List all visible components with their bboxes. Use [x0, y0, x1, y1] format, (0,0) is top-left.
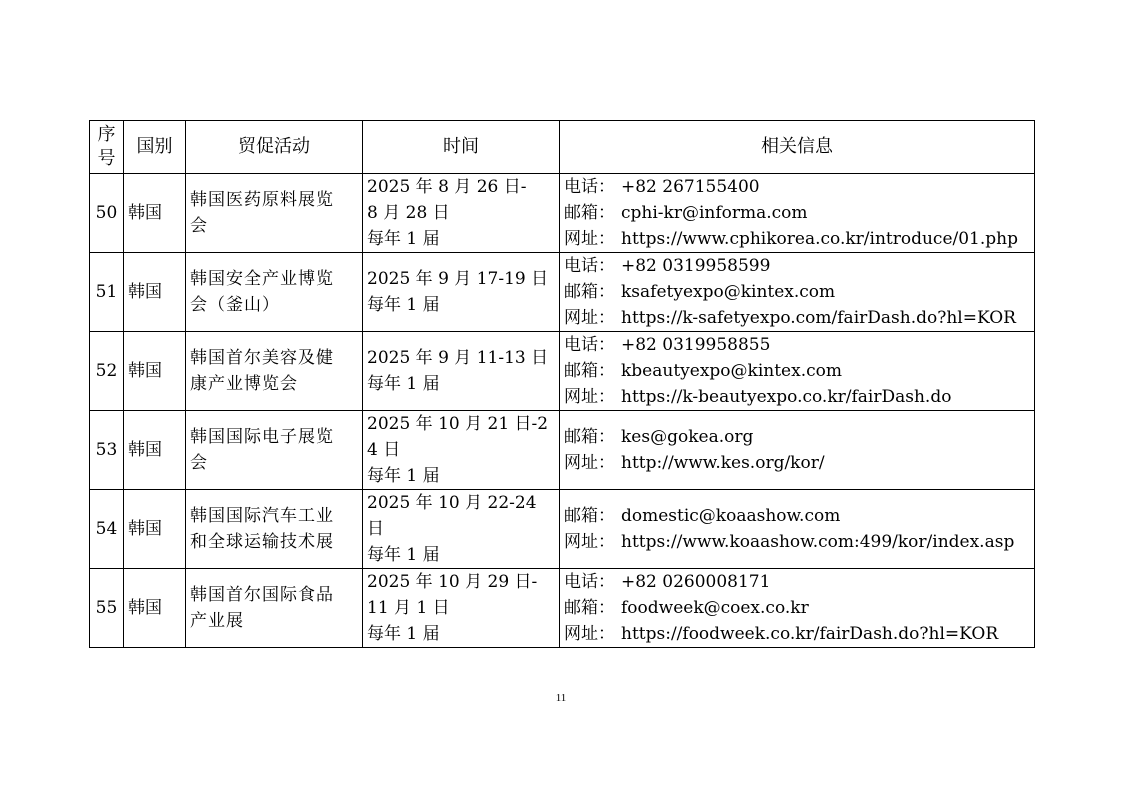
- table-body: [90, 174, 1035, 648]
- page-number: 11: [555, 692, 567, 704]
- cell-country: 韩国: [124, 253, 186, 332]
- header-time: 时间: [363, 121, 560, 174]
- time-line: 2025 年 8 月 26 日-: [367, 177, 527, 197]
- table-row: [90, 332, 1035, 411]
- contact-info-value: https://k-beautyexpo.co.kr/fairDash.do: [621, 387, 952, 407]
- time-line: 8 月 28 日: [367, 203, 450, 223]
- activity-name-line: 康产业博览会: [190, 374, 298, 394]
- contact-info-label: 电话：: [564, 335, 615, 355]
- time-line: 2025 年 10 月 21 日-2: [367, 414, 549, 434]
- contact-info-value: kbeautyexpo@kintex.com: [621, 361, 842, 381]
- contact-info-label: 邮箱：: [564, 282, 615, 302]
- contact-info-line: [564, 200, 1030, 226]
- cell-time: [363, 174, 560, 253]
- contact-info-label: 网址：: [564, 532, 615, 552]
- contact-info-label: 邮箱：: [564, 427, 615, 447]
- contact-info-line: [564, 332, 1030, 358]
- contact-info-value: +82 0260008171: [621, 572, 771, 592]
- header-serial-line1: 序: [97, 124, 116, 145]
- contact-info-line: [564, 226, 1030, 252]
- cell-country: 韩国: [124, 411, 186, 490]
- contact-info-label: 邮箱：: [564, 506, 615, 526]
- activity-name-line: 韩国安全产业博览: [190, 269, 334, 289]
- contact-info-line: [564, 424, 1030, 450]
- table-row: [90, 174, 1035, 253]
- cell-serial-number: 51: [90, 253, 124, 332]
- contact-info-value: https://www.koaashow.com:499/kor/index.asp: [621, 532, 1015, 552]
- contact-info-value: ksafetyexpo@kintex.com: [621, 282, 836, 302]
- time-line: 2025 年 9 月 11-13 日: [367, 348, 549, 368]
- contact-info-line: [564, 358, 1030, 384]
- cell-country: 韩国: [124, 569, 186, 648]
- contact-info-line: [564, 503, 1030, 529]
- cell-activity-name: [186, 411, 363, 490]
- contact-info-value: +82 0319958599: [621, 256, 771, 276]
- cell-serial-number: 54: [90, 490, 124, 569]
- contact-info-value: https://k-safetyexpo.com/fairDash.do?hl=KOR: [621, 308, 1016, 328]
- contact-info-line: [564, 569, 1030, 595]
- contact-info-line: [564, 253, 1030, 279]
- table-row: [90, 411, 1035, 490]
- contact-info-line: [564, 450, 1030, 476]
- cell-country: 韩国: [124, 174, 186, 253]
- cell-contact-info: [560, 569, 1035, 648]
- time-line: 11 月 1 日: [367, 598, 450, 618]
- cell-serial-number: 55: [90, 569, 124, 648]
- time-line: 每年 1 届: [367, 624, 440, 644]
- cell-contact-info: [560, 253, 1035, 332]
- activity-name-line: 韩国国际电子展览: [190, 427, 334, 447]
- contact-info-label: 邮箱：: [564, 598, 615, 618]
- contact-info-value: +82 0319958855: [621, 335, 771, 355]
- activity-name-line: 会: [190, 216, 208, 236]
- contact-info-label: 网址：: [564, 308, 615, 328]
- time-line: 2025 年 10 月 29 日-: [367, 572, 538, 592]
- contact-info-line: [564, 621, 1030, 647]
- contact-info-label: 邮箱：: [564, 203, 615, 223]
- time-line: 每年 1 届: [367, 229, 440, 249]
- cell-contact-info: [560, 332, 1035, 411]
- contact-info-value: +82 267155400: [621, 177, 760, 197]
- cell-contact-info: [560, 411, 1035, 490]
- cell-contact-info: [560, 490, 1035, 569]
- header-country: 国别: [124, 121, 186, 174]
- time-line: 2025 年 9 月 17-19 日: [367, 269, 549, 289]
- contact-info-value: cphi-kr@informa.com: [621, 203, 808, 223]
- header-serial-number: [90, 121, 124, 174]
- cell-time: [363, 569, 560, 648]
- cell-time: [363, 332, 560, 411]
- trade-promotion-table: [89, 120, 1035, 648]
- cell-serial-number: 50: [90, 174, 124, 253]
- time-line: 4 日: [367, 440, 401, 460]
- contact-info-value: https://www.cphikorea.co.kr/introduce/01.php: [621, 229, 1018, 249]
- time-line: 2025 年 10 月 22-24: [367, 493, 537, 513]
- cell-serial-number: 53: [90, 411, 124, 490]
- time-line: 每年 1 届: [367, 295, 440, 315]
- contact-info-label: 网址：: [564, 453, 615, 473]
- contact-info-line: [564, 279, 1030, 305]
- header-info: 相关信息: [560, 121, 1035, 174]
- cell-contact-info: [560, 174, 1035, 253]
- contact-info-label: 电话：: [564, 177, 615, 197]
- contact-info-line: [564, 529, 1030, 555]
- activity-name-line: 韩国医药原料展览: [190, 190, 334, 210]
- table-row: [90, 490, 1035, 569]
- cell-time: [363, 411, 560, 490]
- contact-info-label: 电话：: [564, 572, 615, 592]
- time-line: 日: [367, 519, 384, 539]
- contact-info-value: http://www.kes.org/kor/: [621, 453, 825, 473]
- time-line: 每年 1 届: [367, 466, 440, 486]
- activity-name-line: 韩国国际汽车工业: [190, 506, 334, 526]
- activity-name-line: 产业展: [190, 611, 244, 631]
- activity-name-line: 和全球运输技术展: [190, 532, 334, 552]
- cell-time: [363, 253, 560, 332]
- contact-info-label: 电话：: [564, 256, 615, 276]
- contact-info-value: foodweek@coex.co.kr: [621, 598, 809, 618]
- cell-country: 韩国: [124, 332, 186, 411]
- cell-country: 韩国: [124, 490, 186, 569]
- contact-info-line: [564, 174, 1030, 200]
- activity-name-line: 韩国首尔美容及健: [190, 348, 334, 368]
- activity-name-line: 会: [190, 453, 208, 473]
- header-activity: 贸促活动: [186, 121, 363, 174]
- table-row: [90, 569, 1035, 648]
- time-line: 每年 1 届: [367, 374, 440, 394]
- contact-info-line: [564, 595, 1030, 621]
- activity-name-line: 韩国首尔国际食品: [190, 585, 334, 605]
- contact-info-value: https://foodweek.co.kr/fairDash.do?hl=KOR: [621, 624, 999, 644]
- contact-info-value: kes@gokea.org: [621, 427, 754, 447]
- cell-time: [363, 490, 560, 569]
- header-row: [90, 121, 1035, 174]
- table-header: [90, 121, 1035, 174]
- contact-info-value: domestic@koaashow.com: [621, 506, 841, 526]
- contact-info-label: 邮箱：: [564, 361, 615, 381]
- contact-info-label: 网址：: [564, 624, 615, 644]
- cell-activity-name: [186, 490, 363, 569]
- cell-activity-name: [186, 174, 363, 253]
- header-serial-line2: 号: [97, 148, 116, 169]
- contact-info-line: [564, 305, 1030, 331]
- cell-activity-name: [186, 569, 363, 648]
- table-row: [90, 253, 1035, 332]
- contact-info-label: 网址：: [564, 387, 615, 407]
- cell-activity-name: [186, 253, 363, 332]
- cell-activity-name: [186, 332, 363, 411]
- contact-info-line: [564, 384, 1030, 410]
- activity-name-line: 会（釜山）: [190, 295, 280, 315]
- time-line: 每年 1 届: [367, 545, 440, 565]
- contact-info-label: 网址：: [564, 229, 615, 249]
- cell-serial-number: 52: [90, 332, 124, 411]
